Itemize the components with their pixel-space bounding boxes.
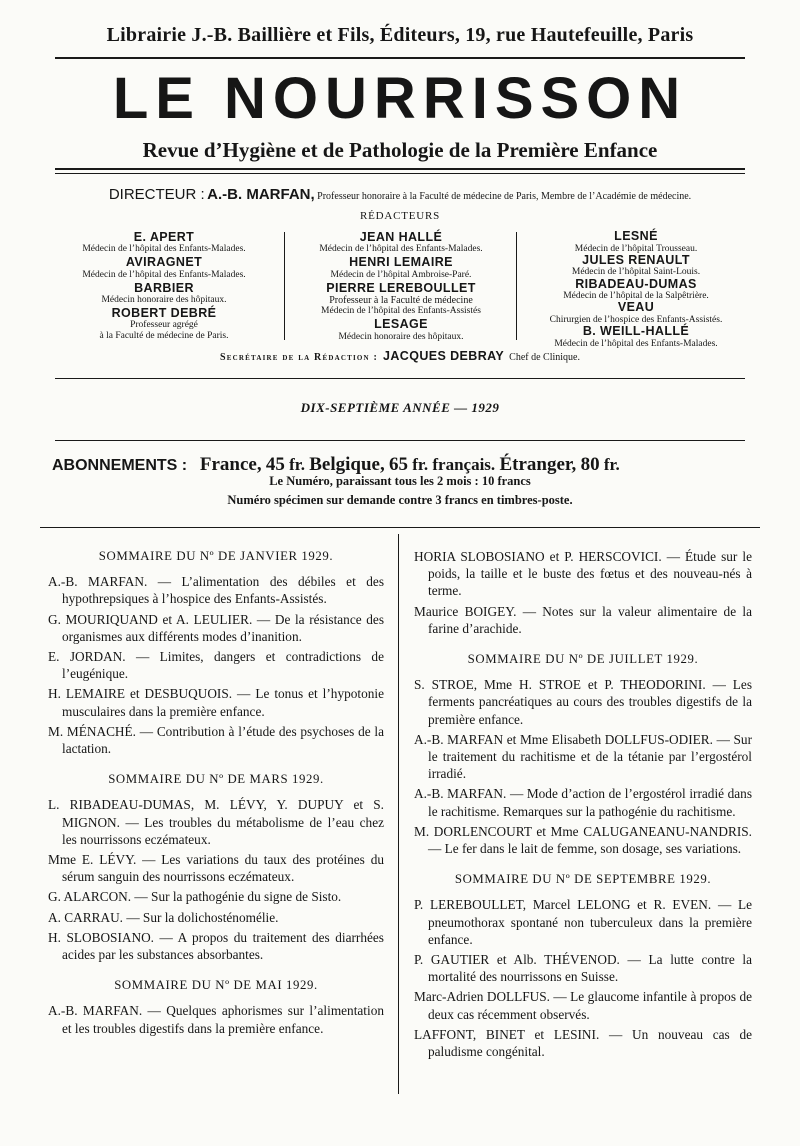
editor-entry [520, 325, 752, 349]
specimen-line: Numéro spécimen sur demande contre 3 francs en timbres-poste. [227, 493, 573, 507]
top-rule [55, 57, 745, 59]
etranger-unit: fr. [603, 455, 620, 474]
editor-entry [48, 255, 280, 280]
editor-desc: Professeur à la Faculté de médecine [329, 294, 473, 306]
summary-entry: S. STROE, Mme H. STROE et P. THEODORINI. — Les ferments pancréatiques au cours des troubles digestifs de la première enfance. [414, 677, 752, 727]
editor-desc: Médecin de l’hôpital de la Salpêtrière. [563, 291, 709, 301]
publisher-line: Librairie J.-B. Baillière et Fils, Éditeurs, 19, rue Hautefeuille, Paris [106, 24, 694, 46]
editor-entry [520, 278, 752, 302]
editor-name: PIERRE LEREBOULLET [326, 280, 476, 295]
summary-entry: HORIA SLOBOSIANO et P. HERSCOVICI. — Étude sur le poids, la taille et le buste des fœtus et des nouveau-nés à terme. [414, 549, 752, 599]
france-unit: fr. [289, 455, 305, 474]
summary-heading: SOMMAIRE DU Nº DE MAI 1929. [114, 978, 318, 993]
subscriptions-line [52, 454, 620, 476]
summary-entry: Marc-Adrien DOLLFUS. — Le glaucome infantile à propos de deux cas récemment observés. [414, 989, 752, 1022]
director-line [40, 186, 760, 203]
editor-desc: Médecin de l’hôpital des Enfants-Malades. [554, 338, 718, 349]
summary-entry: A. CARRAU. — Sur la dolichosténomélie. [48, 909, 279, 925]
editor-entry [520, 230, 752, 254]
editor-entry [288, 317, 514, 342]
contents-right-column [414, 548, 752, 1063]
summary-heading: SOMMAIRE DU Nº DE SEPTEMBRE 1929. [454, 872, 712, 887]
contents-left-column [48, 548, 384, 1040]
summary-entry: P. GAUTIER et Alb. THÉVENOD. — La lutte contre la mortalité des nourrissons en Suisse. [414, 952, 752, 985]
france-label: France, [199, 454, 262, 475]
summary-entry: G. MOURIQUAND et A. LEULIER. — De la résistance des organismes aux différents modes d’inanition. [48, 611, 384, 644]
secretary-title: Chef de Clinique. [509, 352, 580, 363]
secretary-name: JACQUES DEBRAY [383, 349, 505, 363]
france-price: 45 [265, 454, 285, 475]
editors-column-1 [48, 230, 280, 342]
etranger-price: 80 [580, 454, 600, 475]
editor-name: RIBADEAU-DUMAS [575, 276, 697, 291]
contents-rule [40, 527, 760, 528]
director-description: Professeur honoraire à la Faculté de médecine de Paris, Membre de l’Académie de médecine. [317, 191, 692, 202]
editor-name: JEAN HALLÉ [359, 230, 443, 244]
summary-entry: A.-B. MARFAN. — Quelques aphorismes sur l’alimentation et les troubles digestifs dans la première enfance. [48, 1003, 384, 1036]
journal-subtitle: Revue d’Hygiène et de Pathologie de la Première Enfance [142, 138, 658, 162]
subscriptions-rule [55, 440, 745, 441]
summary-heading: SOMMAIRE DU Nº DE JUILLET 1929. [467, 652, 699, 667]
director-name: A.-B. MARFAN, [207, 186, 315, 203]
editor-desc: Médecin de l’hôpital Saint-Louis. [571, 267, 701, 278]
editors-column-3 [520, 230, 752, 349]
editor-entry [288, 281, 514, 318]
editor-entry [48, 230, 280, 255]
editor-name: ROBERT DEBRÉ [111, 305, 217, 320]
summary-entry: H. LEMAIRE et DESBUQUOIS. — Le tonus et l’hypotonie musculaires dans la première enfance. [48, 686, 384, 719]
secretary-line [0, 349, 800, 363]
editor-desc: Professeur agrégé [130, 320, 198, 331]
editor-entry [288, 255, 514, 280]
summary-heading: SOMMAIRE DU Nº DE JANVIER 1929. [98, 549, 334, 563]
summary-entry: A.-B. MARFAN. — L’alimentation des débiles et des hypothrepsiques à l’hospice des Enfants-Assistés. [48, 574, 384, 607]
belgique-price: 65 [388, 454, 408, 475]
summary-entry: L. RIBADEAU-DUMAS, M. LÉVY, Y. DUPUY et S. MIGNON. — Les troubles du métabolisme de l’eau chez les nourrissons eczémateux. [48, 797, 384, 847]
editor-desc: Médecin de l’hôpital des Enfants-Assistés [321, 306, 481, 317]
summary-entry: Mme E. LÉVY. — Les variations du taux des protéines du sérum sanguin des nourrissons eczémateux. [48, 852, 384, 885]
editor-name: HENRI LEMAIRE [349, 255, 453, 270]
redacteurs-label: RÉDACTEURS [359, 210, 441, 222]
summary-entry: A.-B. MARFAN. — Mode d’action de l’ergostérol irradié dans le rachitisme. Remarques sur la pathogénie du rachitisme. [414, 786, 752, 819]
summary-entry: Maurice BOIGEY. — Notes sur la valeur alimentaire de la farine d’arachide. [414, 603, 752, 636]
editor-desc: Médecin honoraire des hôpitaux. [101, 294, 227, 305]
editor-entry [520, 301, 752, 325]
summary-entry: P. LEREBOULLET, Marcel LELONG et R. EVEN. — Le pneumothorax spontané non tuberculeux dans la première enfance. [414, 897, 752, 947]
etranger-label: Étranger, [499, 454, 577, 475]
editor-desc: Médecin de l’hôpital des Enfants-Malades. [319, 244, 483, 255]
editor-name: AVIRAGNET [125, 255, 203, 270]
editor-desc: Médecin de l’hôpital des Enfants-Malades. [82, 269, 246, 280]
belgique-label: Belgique, [309, 454, 385, 475]
editor-name: VEAU [617, 300, 655, 315]
editor-name: LESNÉ [614, 229, 658, 243]
editor-entry [48, 306, 280, 342]
editor-entry [48, 281, 280, 306]
summary-entry: H. SLOBOSIANO. — A propos du traitement des diarrhées acides par les substances absorbantes. [48, 929, 384, 963]
editor-name: LESAGE [374, 317, 428, 332]
editors-column-2 [288, 230, 514, 343]
mid-rule [55, 378, 745, 379]
editor-name: B. WEILL-HALLÉ [582, 324, 690, 338]
editor-desc: Médecin de l’hôpital des Enfants-Malades. [82, 244, 246, 255]
belgique-unit: fr. français. [412, 455, 496, 474]
journal-title: LE NOURRISSON [112, 66, 688, 131]
editor-name: JULES RENAULT [582, 252, 690, 267]
editor-desc: à la Faculté de médecine de Paris. [99, 331, 229, 342]
editors-divider-2 [516, 232, 517, 340]
numero-line: Le Numéro, paraissant tous les 2 mois : 10 francs [269, 474, 531, 488]
editor-entry [288, 230, 514, 255]
editor-desc: Médecin de l’hôpital Ambroise-Paré. [330, 269, 472, 280]
editor-desc: Médecin honoraire des hôpitaux. [338, 331, 464, 342]
summary-entry: A.-B. MARFAN et Mme Elisabeth DOLLFUS-ODIER. — Sur le traitement du rachitisme et de la tétanie par l’ergostérol irradié. [414, 731, 752, 782]
summary-entry: E. JORDAN. — Limites, dangers et contradictions de l’eugénique. [48, 649, 384, 682]
subtitle-rule-1 [55, 168, 745, 170]
editors-divider-1 [284, 232, 285, 340]
subtitle-rule-2 [55, 173, 745, 174]
secretary-label: Secrétaire de la Rédaction : [220, 352, 379, 363]
summary-entry: G. ALARCON. — Sur la pathogénie du signe de Sisto. [48, 889, 342, 905]
summary-entry: LAFFONT, BINET et LESINI. — Un nouveau cas de paludisme congénital. [414, 1026, 752, 1060]
editor-name: E. APERT [133, 230, 195, 244]
editor-entry [520, 254, 752, 278]
editor-desc: Chirurgien de l’hospice des Enfants-Assistés. [549, 314, 723, 325]
year-line: DIX-SEPTIÈME ANNÉE — 1929 [300, 400, 500, 415]
editor-name: BARBIER [134, 280, 194, 295]
director-label: DIRECTEUR : [108, 186, 205, 203]
summary-entry: M. MÉNACHÉ. — Contribution à l’étude des psychoses de la lactation. [48, 723, 384, 757]
column-divider [398, 534, 399, 1094]
summary-heading: SOMMAIRE DU Nº DE MARS 1929. [108, 772, 324, 787]
summary-entry: M. DORLENCOURT et Mme CALUGANEANU-NANDRIS. — Le fer dans le lait de femme, son dosage, ses variations. [414, 823, 752, 857]
editor-desc: Médecin de l’hôpital Trousseau. [574, 243, 698, 254]
subscriptions-label: ABONNEMENTS : [52, 457, 188, 474]
